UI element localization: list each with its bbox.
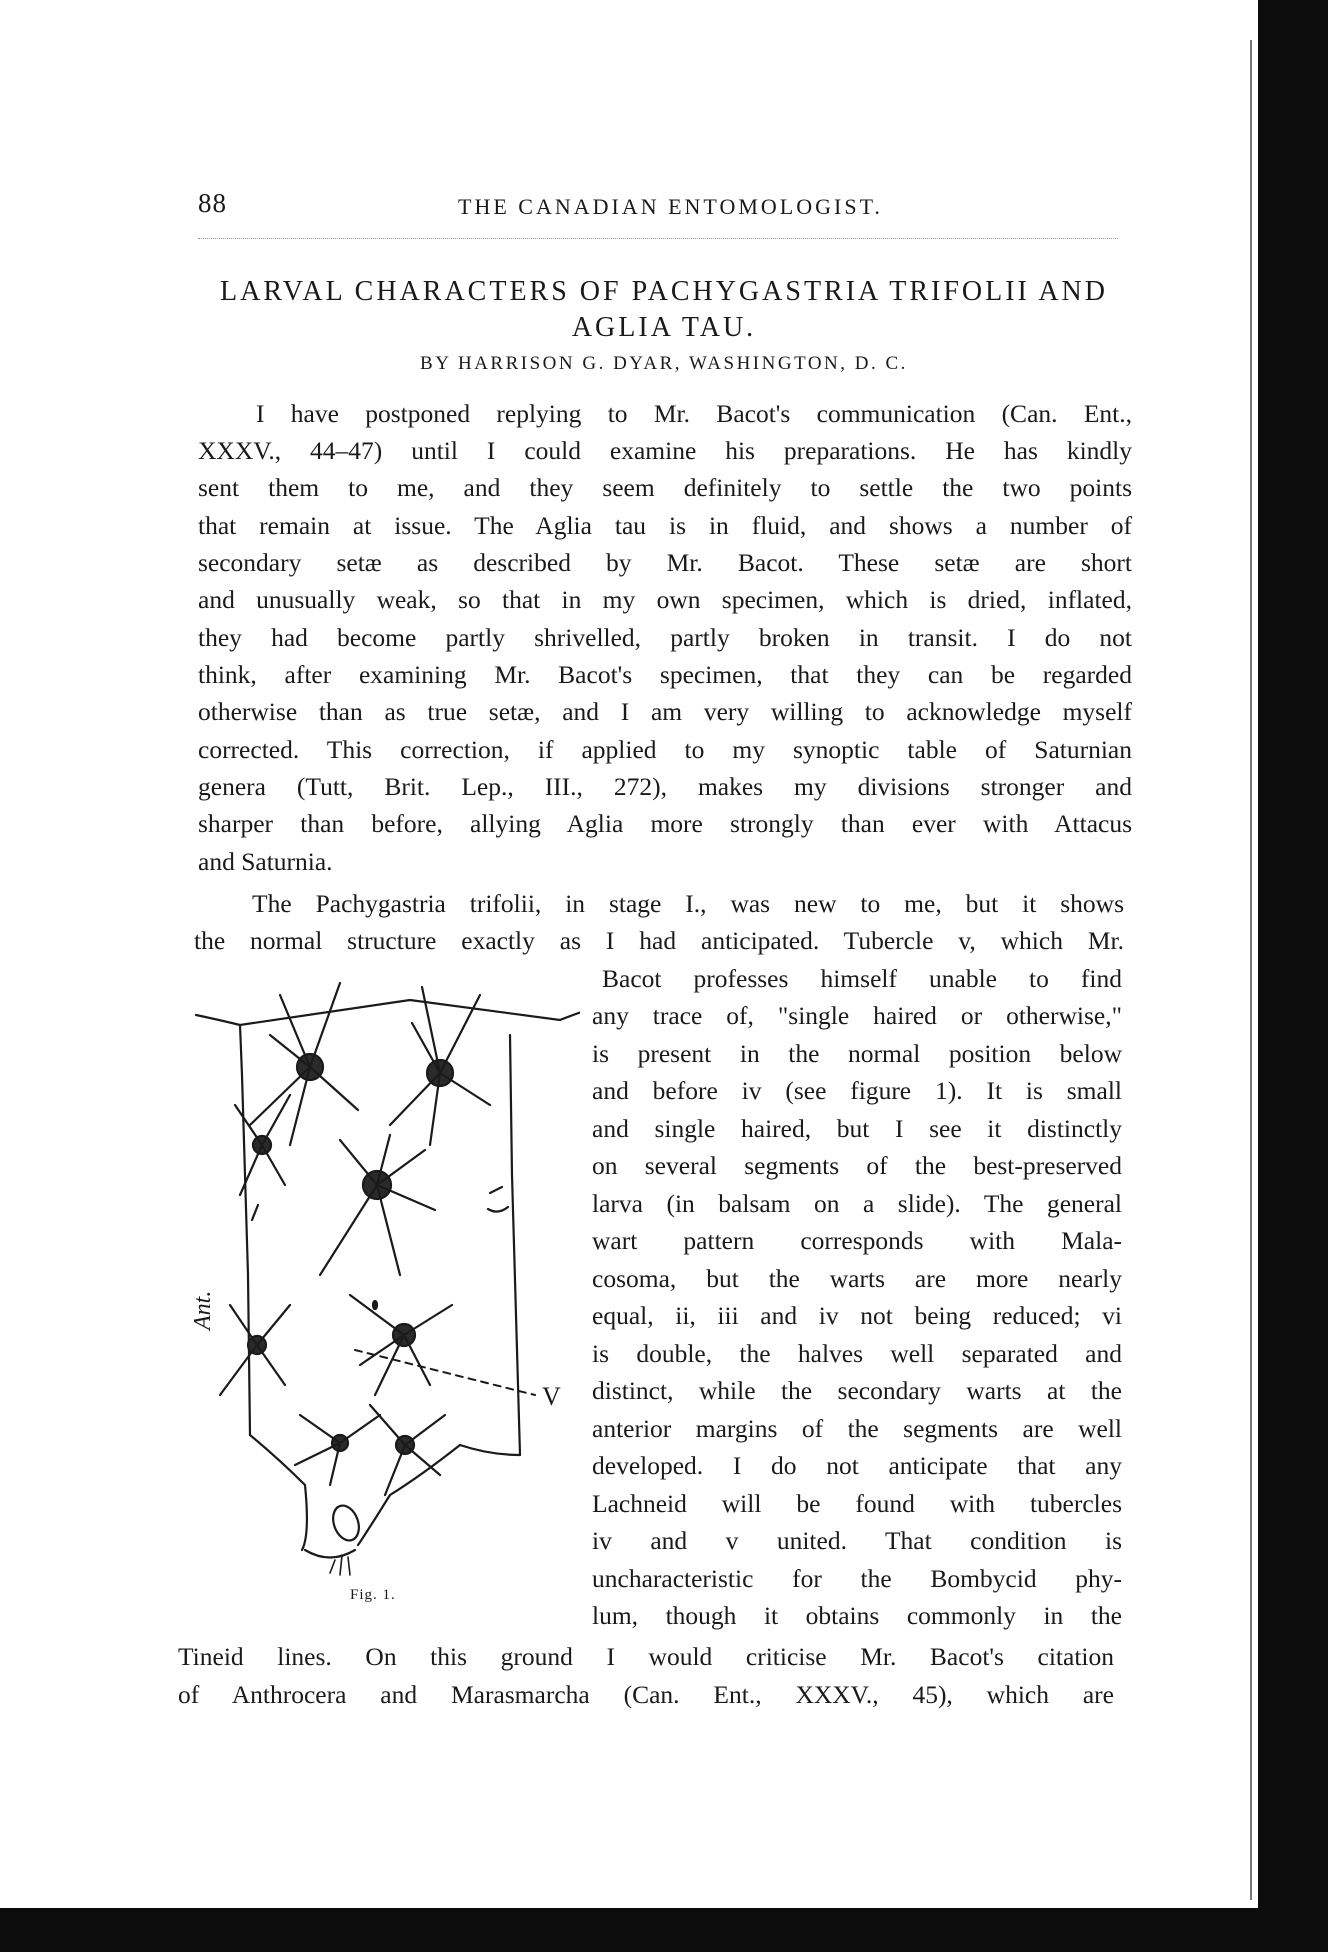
wart-ii [390,987,490,1145]
segment-lower-right [358,1445,520,1545]
article-byline: BY HARRISON G. DYAR, WASHINGTON, D. C. [420,353,908,374]
scan-border-right [1258,0,1328,1952]
pointer-line [355,1350,535,1395]
text-line: XXXV., 44–47) until I could examine his preparations. He has kindly [198,436,1132,465]
text-line: anterior margins of the segments are well [592,1414,1122,1443]
text-line: cosoma, but the warts are more nearly [592,1264,1122,1293]
seta-mark [252,1205,258,1220]
text-line: The Pachygastria trifolii, in stage I., was new to me, but it shows [252,889,1124,918]
text-line: they had become partly shrivelled, partly broken in transit. I do not [198,623,1132,652]
text-line: developed. I do not anticipate that any [592,1451,1122,1480]
anterior-label: Ant. [190,1290,216,1330]
article-title-line: LARVAL CHARACTERS OF PACHYGASTRIA TRIFOLII AND [220,276,1108,307]
text-line: equal, ii, iii and iv not being reduced; vi [592,1301,1122,1330]
text-line: is present in the normal position below [592,1039,1122,1068]
wart-v [350,1295,452,1395]
proleg-base [305,1550,355,1558]
text-line: Lachneid will be found with tubercles [592,1489,1122,1518]
wart-lower-left [295,1415,380,1485]
text-line: wart pattern corresponds with Mala- [592,1226,1122,1255]
pointer-label: V [542,1382,561,1411]
header-rule [198,238,1118,239]
wart-iii [320,1135,435,1275]
text-line: think, after examining Mr. Bacot's specimen, that they can be regarded [198,660,1132,689]
figure-1 [190,975,580,1635]
text-line: and unusually weak, so that in my own specimen, which is dried, inflated, [198,585,1132,614]
running-head: THE CANADIAN ENTOMOLOGIST. [458,194,883,219]
segment-right-edge [510,1035,520,1455]
text-line: on several segments of the best-preserved [592,1151,1122,1180]
text-line: and before iv (see figure 1). It is small [592,1076,1122,1105]
text-line: Tineid lines. On this ground I would criticise Mr. Bacot's citation [178,1642,1114,1671]
segment-top-edge [196,1000,580,1025]
proleg-crochets [329,1502,364,1544]
figure-caption: Fig. 1. [350,1587,396,1603]
text-line: any trace of, "single haired or otherwise," [592,1001,1122,1030]
small-o-mark [373,1301,377,1309]
wart-vi [220,1305,290,1395]
text-line: and Saturnia. [198,847,333,876]
text-line: secondary setæ as described by Mr. Bacot. These setæ are short [198,548,1132,577]
text-line: distinct, while the secondary warts at the [592,1376,1122,1405]
text-line: larva (in balsam on a slide). The general [592,1189,1122,1218]
text-line: is double, the halves well separated and [592,1339,1122,1368]
wart-i [250,983,358,1145]
text-line: genera (Tutt, Brit. Lep., III., 272), makes my divisions stronger and [198,772,1132,801]
larva-segment-drawing [190,975,580,1595]
text-line: and single haired, but I see it distinctly [592,1114,1122,1143]
text-line: sent them to me, and they seem definitely to settle the two points [198,473,1132,502]
text-line: uncharacteristic for the Bombycid phy- [592,1564,1122,1593]
text-line: that remain at issue. The Aglia tau is in fluid, and shows a number of [198,511,1132,540]
spiracle-mark [488,1187,508,1212]
segment-left-edge [240,1025,250,1435]
text-line: lum, though it obtains commonly in the [592,1601,1122,1630]
article-title [160,274,1168,346]
page-number: 88 [198,188,227,218]
text-line: iv and v united. That condition is [592,1526,1122,1555]
text-line: otherwise than as true setæ, and I am very willing to acknowledge myself [198,697,1132,726]
article-title-line: AGLIA TAU. [571,312,757,343]
text-line: corrected. This correction, if applied to my synoptic table of Saturnian [198,735,1132,764]
gutter-shadow [1250,40,1252,1900]
scan-border-bottom [0,1908,1328,1952]
text-line: Bacot professes himself unable to find [602,964,1122,993]
wart-lower-right [370,1405,445,1495]
segment-lower-left [250,1435,307,1550]
text-line: the normal structure exactly as I had anticipated. Tubercle v, which Mr. [194,926,1124,955]
text-line: sharper than before, allying Aglia more strongly than ever with Attacus [198,809,1132,838]
text-line: of Anthrocera and Marasmarcha (Can. Ent., XXXV., 45), which are [178,1680,1114,1709]
text-line: I have postponed replying to Mr. Bacot's communication (Can. Ent., [256,399,1132,428]
page-header [198,188,1118,228]
